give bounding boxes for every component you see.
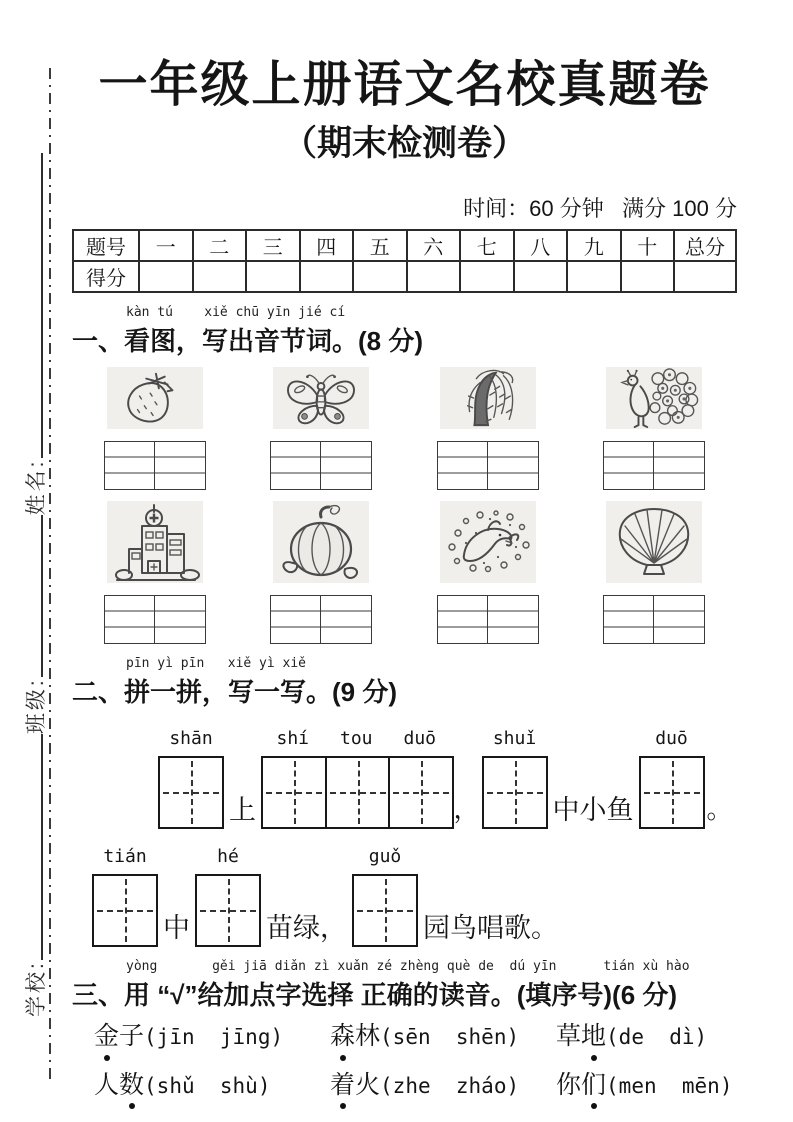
pinyin-answer-grid (270, 595, 372, 644)
picture-item (437, 501, 539, 644)
word-char: 火 (355, 1070, 381, 1099)
pinyin-answer-grid (603, 595, 705, 644)
sentence-text: 园鸟唱歌。 (423, 913, 558, 944)
willow-tree-image (440, 367, 536, 429)
section-3 (72, 960, 737, 1100)
pinyin-label: shuǐ (492, 727, 537, 749)
picture-item (437, 367, 539, 490)
write-unit (482, 721, 548, 829)
section-1 (72, 306, 737, 644)
picture-item (104, 367, 206, 490)
picture-item (603, 367, 705, 490)
choice-item (556, 1071, 737, 1100)
pinyin-label: hé (217, 845, 239, 867)
choice-item (330, 1071, 556, 1100)
score-header-cell: 五 (353, 230, 407, 261)
sentence-text: 中小鱼 (552, 795, 634, 826)
score-table-header-row (73, 230, 736, 261)
picture-item (104, 501, 206, 644)
word-char: 林 (355, 1021, 381, 1050)
score-row-label: 得分 (73, 261, 139, 292)
choice-item (94, 1071, 330, 1100)
section-2 (72, 657, 737, 947)
choice-item (556, 1022, 737, 1051)
score-cell-empty (621, 261, 675, 292)
character-write-box (388, 756, 454, 829)
score-header-cell: 题号 (73, 230, 139, 261)
section-3-title: 三、用 “√”给加点字选择 正确的读音。(填序号)(6 分) (72, 979, 678, 1010)
word-char: 子 (119, 1021, 145, 1050)
school-label: 学校: (25, 960, 48, 1017)
section-1-title: 一、看图，写出音节词。(8 分) (72, 325, 424, 356)
strawberry-image (107, 367, 203, 429)
score-cell-empty (407, 261, 461, 292)
write-unit (639, 721, 705, 829)
seashell-image (606, 501, 702, 583)
word-char: 们 (581, 1070, 607, 1099)
write-unit (92, 839, 158, 947)
fill-in-sentence-2 (72, 839, 737, 947)
time-score-info: 时间：60 分钟 满分 100 分 (463, 195, 737, 221)
score-cell-empty (514, 261, 568, 292)
sentence-text: 苗绿， (266, 913, 347, 944)
pinyin-options: (de dì) (606, 1024, 708, 1049)
score-header-cell: 十 (621, 230, 675, 261)
score-cell-empty (567, 261, 621, 292)
write-unit (325, 721, 389, 829)
class-blank-line (41, 515, 43, 677)
pinyin-label: duō (655, 727, 688, 749)
score-table-score-row (73, 261, 736, 292)
write-unit (388, 721, 452, 829)
pinyin-options: (zhe zháo) (380, 1073, 520, 1098)
pinyin-label: shān (169, 727, 213, 749)
pinyin-answer-grid (104, 441, 206, 490)
character-write-box (158, 756, 224, 829)
score-header-cell: 总分 (674, 230, 736, 261)
name-label: 姓名: (25, 458, 48, 516)
student-info-sidebar (16, 153, 50, 1061)
score-header-cell: 一 (139, 230, 193, 261)
word-char: 着 (330, 1070, 356, 1099)
word-char: 金 (94, 1021, 120, 1050)
score-cell-empty (300, 261, 354, 292)
pinyin-answer-grid (437, 595, 539, 644)
class-label: 班级: (25, 677, 48, 735)
choice-item (330, 1022, 556, 1051)
word-char: 草 (556, 1021, 582, 1050)
pronunciation-choice-grid (72, 1022, 737, 1100)
pinyin-answer-grid (104, 595, 206, 644)
score-header-cell: 六 (407, 230, 461, 261)
score-cell-empty (674, 261, 736, 292)
score-header-cell: 八 (514, 230, 568, 261)
dolphin-image (440, 501, 536, 583)
pinyin-label: shí (276, 727, 309, 749)
score-table (72, 229, 737, 293)
pinyin-label: duō (403, 727, 436, 749)
picture-item (270, 367, 372, 490)
pinyin-options: (men mēn) (606, 1073, 733, 1098)
sentence-text: 中 (163, 913, 190, 944)
score-header-cell: 九 (567, 230, 621, 261)
pinyin-answer-grid (437, 441, 539, 490)
write-unit (158, 721, 224, 829)
pinyin-answer-grid (270, 441, 372, 490)
pinyin-answer-grid (603, 441, 705, 490)
sentence-text: 上 (229, 795, 256, 826)
score-cell-empty (139, 261, 193, 292)
picture-word-grid (72, 367, 737, 644)
pinyin-label: tou (339, 727, 373, 749)
write-unit-group (261, 721, 452, 829)
school-blank-line (41, 734, 43, 960)
score-cell-empty (353, 261, 407, 292)
character-write-box (92, 874, 158, 947)
score-header-cell: 二 (193, 230, 247, 261)
word-char: 数 (119, 1070, 145, 1099)
write-unit (195, 839, 261, 947)
word-char: 森 (330, 1021, 356, 1050)
hospital-image (107, 501, 203, 583)
page-title: 一年级上册语文名校真题卷 (98, 57, 711, 112)
character-write-box (195, 874, 261, 947)
word-char: 人 (94, 1070, 120, 1099)
period: 。 (706, 793, 733, 824)
section-2-title: 二、拼一拼，写一写。(9 分) (72, 676, 398, 707)
score-cell-empty (193, 261, 247, 292)
word-char: 地 (581, 1021, 607, 1050)
character-write-box (639, 756, 705, 829)
write-unit (352, 839, 418, 947)
comma: ， (453, 793, 480, 824)
name-blank-line (41, 153, 43, 458)
section-1-pinyin: kàn tú xiě chū yīn jié cí (126, 304, 346, 320)
peacock-image (606, 367, 702, 429)
fill-in-sentence-1 (72, 721, 737, 829)
pinyin-label: tián (103, 845, 147, 867)
character-write-box (325, 756, 391, 829)
pumpkin-image (273, 501, 369, 583)
choice-item (94, 1022, 330, 1051)
score-header-cell: 七 (460, 230, 514, 261)
score-header-cell: 四 (300, 230, 354, 261)
section-2-pinyin: pīn yì pīn xiě yì xiě (126, 655, 307, 671)
picture-item (603, 501, 705, 644)
score-header-cell: 三 (246, 230, 300, 261)
section-3-pinyin: yòng gěi jiā diǎn zì xuǎn zé zhèng què de dú yīn tián xù hào (126, 958, 690, 974)
pinyin-options: (shǔ shù) (144, 1073, 271, 1098)
character-write-box (352, 874, 418, 947)
write-unit (261, 721, 325, 829)
character-write-box (261, 756, 327, 829)
score-cell-empty (460, 261, 514, 292)
pinyin-options: (sēn shēn) (380, 1024, 520, 1049)
word-char: 你 (556, 1070, 582, 1099)
picture-item (270, 501, 372, 644)
pinyin-options: (jīn jīng) (144, 1024, 284, 1049)
score-cell-empty (246, 261, 300, 292)
pinyin-label: guǒ (368, 845, 402, 867)
character-write-box (482, 756, 548, 829)
page-subtitle: （期末检测卷） (281, 123, 527, 163)
butterfly-image (273, 367, 369, 429)
